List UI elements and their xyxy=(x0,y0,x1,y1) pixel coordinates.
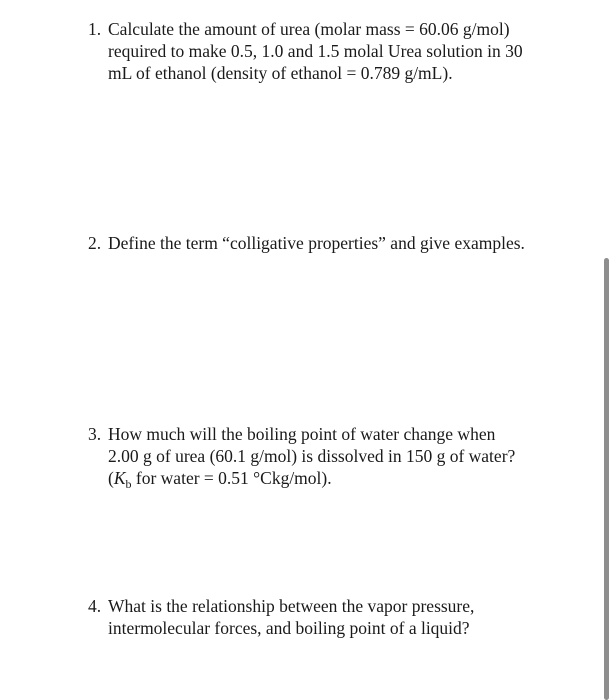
question-1-line-2: required to make 0.5, 1.0 and 1.5 molal Urea solution in 30 xyxy=(108,41,523,61)
question-1-line-3: mL of ethanol (density of ethanol = 0.789 g/mL). xyxy=(108,63,453,83)
question-2-number: 2. xyxy=(88,233,102,253)
question-1-number: 1. xyxy=(88,19,102,39)
question-3-line-1 xyxy=(88,423,558,445)
question-1-line-1 xyxy=(88,18,558,40)
question-3-text-1: How much will the boiling point of water change when xyxy=(108,424,496,444)
question-4-line-2: intermolecular forces, and boiling point of a liquid? xyxy=(108,618,470,638)
question-4-line-1 xyxy=(88,595,558,617)
vertical-scrollbar[interactable] xyxy=(604,258,609,700)
question-3-line-3-rest: for water = 0.51 °Ckg/mol). xyxy=(131,468,332,488)
question-3-open-paren: ( xyxy=(108,468,114,488)
boiling-constant-symbol: K xyxy=(113,468,126,488)
question-4-number: 4. xyxy=(88,596,102,616)
question-2-line-1 xyxy=(88,232,558,254)
question-2 xyxy=(88,232,558,254)
question-4 xyxy=(88,595,558,639)
question-3 xyxy=(88,423,558,495)
boiling-constant-subscript: b xyxy=(125,477,132,491)
question-4-text-1: What is the relationship between the vapor pressure, xyxy=(108,596,475,616)
question-2-text-1: Define the term “colligative properties” and give examples. xyxy=(108,233,525,253)
question-3-line-3 xyxy=(88,467,558,495)
question-1 xyxy=(88,18,558,84)
question-1-text-1: Calculate the amount of urea (molar mass = 60.06 g/mol) xyxy=(108,19,510,39)
question-3-number: 3. xyxy=(88,424,102,444)
question-3-line-2: 2.00 g of urea (60.1 g/mol) is dissolved in 150 g of water? xyxy=(108,446,516,466)
